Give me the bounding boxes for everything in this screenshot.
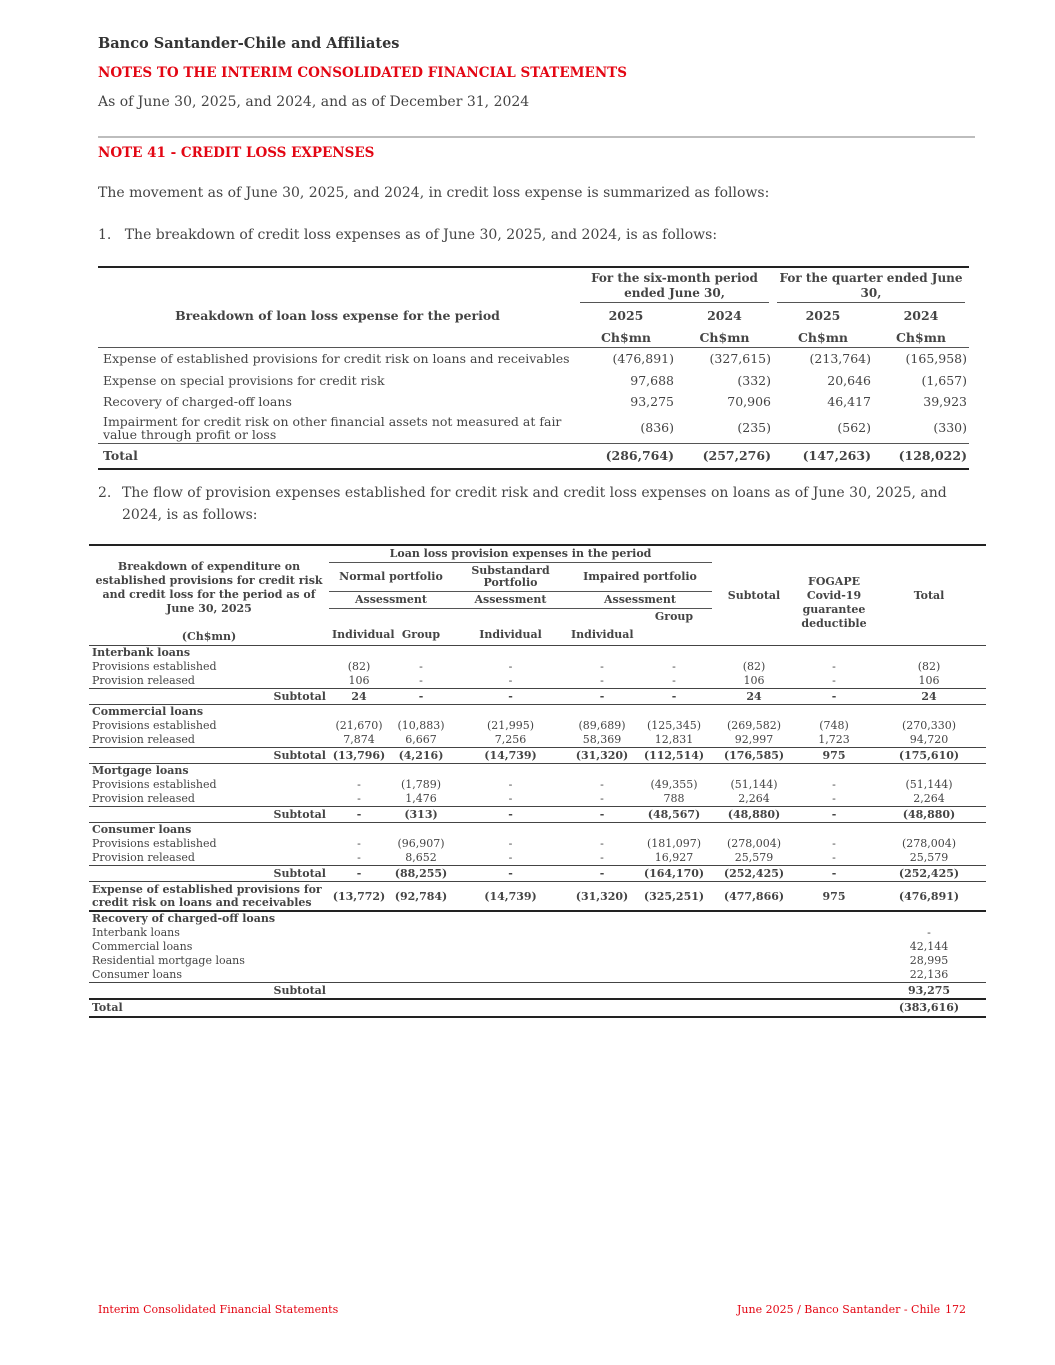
total-value: (383,616) xyxy=(872,999,986,1017)
table2-corner xyxy=(89,545,329,646)
row-label: Provision released xyxy=(92,851,195,864)
row-label: Expense of established provisions for credit risk on loans and receivables xyxy=(103,351,570,367)
table-row xyxy=(89,851,986,866)
cell-value: - xyxy=(357,851,361,864)
section-title: Interbank loans xyxy=(92,646,191,659)
year-header: 2024 xyxy=(903,307,939,323)
cell-value: - xyxy=(832,851,836,864)
total-label: Total xyxy=(98,443,576,469)
table-row xyxy=(89,719,986,733)
as-of-date: As of June 30, 2025, and 2024, and as of December 31, 2024 xyxy=(98,94,530,110)
subtotal-value: (14,739) xyxy=(453,748,568,764)
subtotal-value: (252,425) xyxy=(872,866,986,882)
table-row xyxy=(89,926,986,940)
row-label: Provisions established xyxy=(92,837,217,850)
cell-value: (82) xyxy=(742,660,766,673)
six-month-group-header: For the six-month period ended June 30, xyxy=(580,268,769,303)
cell-value: (330) xyxy=(933,420,967,435)
cell-value: (21,670) xyxy=(335,719,383,732)
expense-value: 975 xyxy=(796,882,872,912)
subtotal-value: (313) xyxy=(389,807,453,823)
cell-value: - xyxy=(600,851,604,864)
table1-row-header: Breakdown of loan loss expense for the period xyxy=(175,307,500,323)
subtotal-label: Subtotal xyxy=(89,748,329,764)
cell-value: - xyxy=(832,660,836,673)
subtotal-value: - xyxy=(389,689,453,705)
group-header: Group xyxy=(401,628,441,641)
unit-header: Ch$mn xyxy=(576,327,676,348)
unit-header: Ch$mn xyxy=(676,327,773,348)
normal-portfolio-header: Normal portfolio xyxy=(329,563,453,592)
cell-value: - xyxy=(600,837,604,850)
subtotal-label: Subtotal xyxy=(89,689,329,705)
item-1-number: 1. xyxy=(98,227,112,243)
cell-value: 22,136 xyxy=(909,968,949,981)
cell-value: 788 xyxy=(663,792,685,805)
item-2 xyxy=(98,482,968,526)
subtotal-value: (88,255) xyxy=(389,866,453,882)
cell-value: - xyxy=(832,778,836,791)
year-header: 2024 xyxy=(707,307,742,323)
row-label: Commercial loans xyxy=(92,940,193,953)
row-label: Impairment for credit risk on other financial assets not measured at fair value through profit or loss xyxy=(103,413,562,442)
cell-value: (213,764) xyxy=(809,351,871,367)
subtotal-value: (176,585) xyxy=(712,748,796,764)
table-row xyxy=(89,674,986,689)
table-row xyxy=(89,968,986,983)
unit-header: Ch$mn xyxy=(773,327,873,348)
subtotal-value: (31,320) xyxy=(568,748,636,764)
cell-value: (82) xyxy=(347,660,371,673)
subtotal-value: 93,275 xyxy=(872,983,986,1000)
cell-value: - xyxy=(357,792,361,805)
subtotal-value: (164,170) xyxy=(636,866,712,882)
cell-value: (1,657) xyxy=(921,372,967,388)
total-label: Total xyxy=(89,999,329,1017)
subtotal-value: - xyxy=(568,689,636,705)
cell-value: (181,097) xyxy=(646,837,702,850)
individual-header: Individual xyxy=(571,628,634,641)
row-label: Interbank loans xyxy=(92,926,180,939)
cell-value: - xyxy=(832,837,836,850)
row-label: Consumer loans xyxy=(92,968,182,981)
cell-value: (327,615) xyxy=(709,351,771,367)
cell-value: 7,256 xyxy=(494,733,527,746)
subtotal-row xyxy=(89,983,986,1000)
subtotal-value: 975 xyxy=(796,748,872,764)
table-row xyxy=(98,413,969,444)
cell-value: - xyxy=(927,926,931,939)
cell-value: (278,004) xyxy=(726,837,782,850)
table-row xyxy=(89,778,986,792)
year-header: 2025 xyxy=(608,307,644,323)
cell-value: 70,906 xyxy=(727,394,771,410)
row-label: Provisions established xyxy=(92,719,217,732)
table1-unit-row xyxy=(98,327,969,348)
cell-value: - xyxy=(600,778,604,791)
table-row xyxy=(98,391,969,413)
table-row xyxy=(89,792,986,807)
section-header xyxy=(89,764,986,779)
subtotal-row xyxy=(89,689,986,705)
row-label: Expense on special provisions for credit risk xyxy=(103,372,385,388)
cell-value: 42,144 xyxy=(909,940,949,953)
year-header: 2025 xyxy=(805,307,841,323)
header-divider xyxy=(98,136,975,138)
subtotal-row xyxy=(89,866,986,882)
subtotal-value: - xyxy=(453,689,568,705)
subtotal-row xyxy=(89,807,986,823)
subtotal-label: Subtotal xyxy=(89,866,329,882)
cell-value: 2,264 xyxy=(913,792,945,805)
subtotal-value: - xyxy=(453,866,568,882)
cell-value: 25,579 xyxy=(909,851,949,864)
table1-year-row xyxy=(98,303,969,327)
cell-value: - xyxy=(357,837,361,850)
section-header xyxy=(89,823,986,838)
item-1 xyxy=(98,227,717,243)
footer-left: Interim Consolidated Financial Statements xyxy=(98,1303,339,1316)
item-1-text: The breakdown of credit loss expenses as of June 30, 2025, and 2024, is as follows: xyxy=(124,227,718,243)
total-value: (286,764) xyxy=(576,443,676,469)
fogape-col-header: FOGAPE Covid-19 guarantee deductible xyxy=(796,545,872,646)
item-2-number: 2. xyxy=(98,485,112,501)
subtotal-value: (112,514) xyxy=(636,748,712,764)
cell-value: 94,720 xyxy=(909,733,949,746)
table-row xyxy=(98,370,969,392)
cell-value: (10,883) xyxy=(397,719,445,732)
cell-value: 39,923 xyxy=(923,394,967,410)
cell-value: (562) xyxy=(837,420,871,435)
credit-loss-breakdown-table xyxy=(98,266,969,470)
table2-corner-unit: (Ch$mn) xyxy=(181,630,237,643)
loan-loss-group-header: Loan loss provision expenses in the period xyxy=(329,545,712,563)
subtotal-value: - xyxy=(329,866,389,882)
cell-value: - xyxy=(832,792,836,805)
assessment-header: Assessment xyxy=(329,592,453,609)
row-label: Recovery of charged-off loans xyxy=(103,394,292,410)
cell-value: - xyxy=(672,674,676,687)
subtotal-label: Subtotal xyxy=(89,807,329,823)
item-2-text: The flow of provision expenses established for credit risk and credit loss expenses on loans as of June 30, 2025, and 2024, is as follows: xyxy=(122,485,947,523)
section-header xyxy=(89,911,986,926)
table-row xyxy=(89,660,986,674)
cell-value: 1,476 xyxy=(405,792,437,805)
cell-value: 16,927 xyxy=(654,851,694,864)
subtotal-value: - xyxy=(329,807,389,823)
cell-value: 1,723 xyxy=(818,733,850,746)
subtotal-value: - xyxy=(796,807,872,823)
subtotal-value: (252,425) xyxy=(712,866,796,882)
company-name: Banco Santander-Chile and Affiliates xyxy=(98,35,400,52)
assessment-header: Assessment xyxy=(453,592,568,609)
cell-value: - xyxy=(508,660,513,673)
cell-value: (89,689) xyxy=(578,719,626,732)
cell-value: (165,958) xyxy=(905,351,967,367)
provision-flow-table xyxy=(89,544,986,1018)
expense-value: (31,320) xyxy=(568,882,636,912)
cell-value: (49,355) xyxy=(650,778,698,791)
cell-value: (270,330) xyxy=(901,719,957,732)
expense-value: (476,891) xyxy=(872,882,986,912)
table2-corner-title: Breakdown of expenditure on established provisions for credit risk and credit loss for the period as of June 30, 2025 xyxy=(95,560,323,615)
notes-title: NOTES TO THE INTERIM CONSOLIDATED FINANCIAL STATEMENTS xyxy=(98,65,627,81)
subtotal-col-header: Subtotal xyxy=(712,545,796,646)
cell-value: 28,995 xyxy=(909,954,949,967)
subtotal-value: 24 xyxy=(872,689,986,705)
cell-value: (51,144) xyxy=(730,778,778,791)
table-row xyxy=(89,837,986,851)
table1-group-header xyxy=(98,267,969,303)
subtotal-value: - xyxy=(796,866,872,882)
cell-value: - xyxy=(508,674,513,687)
cell-value: 106 xyxy=(918,674,940,687)
cell-value: - xyxy=(508,837,513,850)
section-title: Commercial loans xyxy=(92,705,204,718)
cell-value: (748) xyxy=(819,719,849,732)
cell-value: - xyxy=(600,660,604,673)
expense-label: Expense of established provisions for credit risk on loans and receivables xyxy=(89,882,329,912)
total-value: (147,263) xyxy=(773,443,873,469)
cell-value: (82) xyxy=(917,660,941,673)
page-number: 172 xyxy=(945,1303,966,1316)
assessment-header: Assessment xyxy=(568,592,712,609)
subtotal-value: 24 xyxy=(712,689,796,705)
subtotal-value: - xyxy=(453,807,568,823)
table2-total-row xyxy=(89,999,986,1017)
cell-value: - xyxy=(600,792,604,805)
section-header xyxy=(89,705,986,720)
section-title: Recovery of charged-off loans xyxy=(92,912,276,925)
total-value: (128,022) xyxy=(873,443,969,469)
cell-value: 92,997 xyxy=(734,733,774,746)
cell-value: - xyxy=(419,660,423,673)
cell-value: 6,667 xyxy=(405,733,437,746)
cell-value: 106 xyxy=(348,674,370,687)
subtotal-row xyxy=(89,748,986,764)
cell-value: - xyxy=(600,674,604,687)
row-label: Provision released xyxy=(92,792,195,805)
footer-right: June 2025 / Banco Santander - Chile xyxy=(737,1303,941,1316)
cell-value: (332) xyxy=(737,372,771,388)
table-row xyxy=(89,954,986,968)
subtotal-label: Subtotal xyxy=(89,983,329,1000)
subtotal-value: - xyxy=(796,689,872,705)
total-value: (257,276) xyxy=(676,443,773,469)
cell-value: (235) xyxy=(737,420,771,435)
row-label: Residential mortgage loans xyxy=(92,954,245,967)
section-title: Mortgage loans xyxy=(92,764,189,777)
expense-value: (92,784) xyxy=(389,882,453,912)
section-header xyxy=(89,646,986,660)
row-label: Provisions established xyxy=(92,778,217,791)
subtotal-value: 24 xyxy=(329,689,389,705)
impaired-portfolio-header: Impaired portfolio xyxy=(568,563,712,592)
cell-value: 93,275 xyxy=(630,394,674,410)
table1-total-row xyxy=(98,443,969,469)
subtotal-value: - xyxy=(568,866,636,882)
subtotal-value: - xyxy=(636,689,712,705)
cell-value: (21,995) xyxy=(486,719,535,732)
expense-value: (477,866) xyxy=(712,882,796,912)
cell-value: 46,417 xyxy=(827,394,871,410)
cell-value: - xyxy=(508,792,513,805)
table-row xyxy=(98,348,969,370)
cell-value: 12,831 xyxy=(654,733,694,746)
subtotal-value: (48,880) xyxy=(712,807,796,823)
cell-value: - xyxy=(832,674,836,687)
row-label: Provisions established xyxy=(92,660,217,673)
expense-row xyxy=(89,882,986,912)
cell-value: 97,688 xyxy=(630,372,674,388)
cell-value: - xyxy=(419,674,423,687)
cell-value: (51,144) xyxy=(905,778,953,791)
subtotal-value: (48,880) xyxy=(872,807,986,823)
cell-value: 8,652 xyxy=(405,851,437,864)
cell-value: - xyxy=(508,778,513,791)
substandard-portfolio-header: Substandard Portfolio xyxy=(453,563,568,592)
cell-value: 58,369 xyxy=(582,733,622,746)
cell-value: - xyxy=(357,778,361,791)
cell-value: (836) xyxy=(640,420,674,435)
cell-value: 106 xyxy=(743,674,765,687)
cell-value: (269,582) xyxy=(726,719,782,732)
group-header: Group xyxy=(654,610,694,623)
cell-value: (1,789) xyxy=(400,778,442,791)
cell-value: 2,264 xyxy=(738,792,770,805)
total-col-header: Total xyxy=(872,545,986,646)
individual-header: Individual xyxy=(479,628,542,641)
cell-value: 7,874 xyxy=(343,733,375,746)
note-intro: The movement as of June 30, 2025, and 2024, in credit loss expense is summarized as follows: xyxy=(98,185,770,201)
individual-header: Individual xyxy=(332,628,395,641)
table-row xyxy=(89,733,986,748)
cell-value: 20,646 xyxy=(827,372,871,388)
quarter-group-header: For the quarter ended June 30, xyxy=(777,268,965,303)
subtotal-value: (13,796) xyxy=(329,748,389,764)
expense-value: (14,739) xyxy=(453,882,568,912)
cell-value: - xyxy=(508,851,513,864)
subtotal-value: (175,610) xyxy=(872,748,986,764)
subtotal-value: (4,216) xyxy=(389,748,453,764)
expense-value: (325,251) xyxy=(636,882,712,912)
subtotal-value: (48,567) xyxy=(636,807,712,823)
cell-value: (278,004) xyxy=(901,837,957,850)
row-label: Provision released xyxy=(92,733,195,746)
expense-value: (13,772) xyxy=(329,882,389,912)
cell-value: (476,891) xyxy=(612,351,674,367)
unit-header: Ch$mn xyxy=(873,327,969,348)
cell-value: (96,907) xyxy=(397,837,445,850)
cell-value: - xyxy=(672,660,676,673)
section-title: Consumer loans xyxy=(92,823,192,836)
cell-value: 25,579 xyxy=(734,851,774,864)
cell-value: (125,345) xyxy=(646,719,702,732)
note-title: NOTE 41 - CREDIT LOSS EXPENSES xyxy=(98,145,375,161)
table-row xyxy=(89,940,986,954)
subtotal-value: - xyxy=(568,807,636,823)
row-label: Provision released xyxy=(92,674,195,687)
